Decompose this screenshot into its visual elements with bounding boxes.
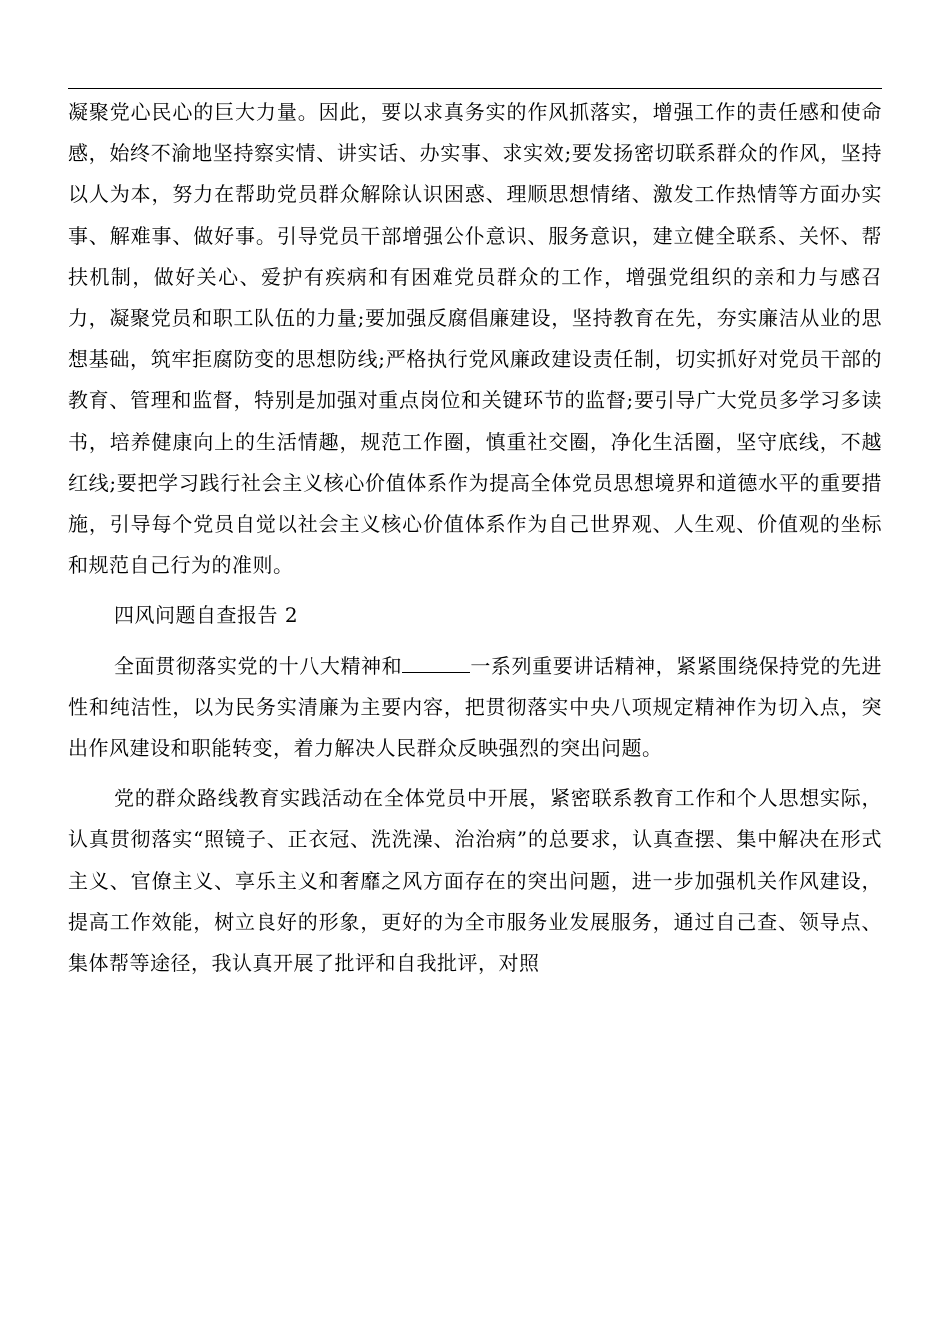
body-paragraph-2 xyxy=(68,646,882,770)
document-body xyxy=(68,92,882,984)
paragraph-spacer xyxy=(68,586,882,595)
paragraph-2-lead-text: 全面贯彻落实党的十八大精神和 xyxy=(114,653,403,678)
fill-in-blank xyxy=(402,654,470,673)
body-paragraph-3: 党的群众路线教育实践活动在全体党员中开展，紧密联系教育工作和个人思想实际，认真贯彻落实“照镜子、正衣冠、洗洗澡、治治病”的总要求，认真查摆、集中解决在形式主义、官僚主义、享乐主义和奢靡之风方面存在的突出问题，进一步加强机关作风建设，提高工作效能，树立良好的形象，更好的为全市服务业发展服务，通过自己查、领导点、集体帮等途径，我认真开展了批评和自我批评，对照 xyxy=(68,786,882,976)
paragraph-spacer xyxy=(68,637,882,646)
section-heading: 四风问题自查报告 2 xyxy=(114,603,299,628)
paragraph-spacer xyxy=(68,769,882,778)
header-rule xyxy=(68,88,882,89)
body-paragraph-1: 凝聚党心民心的巨大力量。因此，要以求真务实的作风抓落实，增强工作的责任感和使命感，始终不渝地坚持察实情、讲实话、办实事、求实效;要发扬密切联系群众的作风，坚持以人为本，努力在帮助党员群众解除认识困惑、理顺思想情绪、激发工作热情等方面办实事、解难事、做好事。引导党员干部增强公仆意识、服务意识，建立健全联系、关怀、帮扶机制，做好关心、爱护有疾病和有困难党员群众的工作，增强党组织的亲和力与感召力，凝聚党员和职工队伍的力量;要加强反腐倡廉建设，坚持教育在先，夯实廉洁从业的思想基础，筑牢拒腐防变的思想防线;严格执行党风廉政建设责任制，切实抓好对党员干部的教育、管理和监督，特别是加强对重点岗位和关键环节的监督;要引导广大党员多学习多读书，培养健康向上的生活情趣，规范工作圈，慎重社交圈，净化生活圈，坚守底线，不越红线;要把学习践行社会主义核心价值体系作为提高全体党员思想境界和道德水平的重要措施，引导每个党员自觉以社会主义核心价值体系作为自己世界观、人生观、价值观的坐标和规范自己行为的准则。 xyxy=(68,100,882,578)
paragraph-2-trailing-text: 一系列重要讲话精神，紧紧围绕保持党的先进性和纯洁性，以为民务实清廉为主要内容，把贯彻落实中央八项规定精神作为切入点，突出作风建设和职能转变，着力解决人民群众反映强烈的突出问题。 xyxy=(68,653,883,761)
